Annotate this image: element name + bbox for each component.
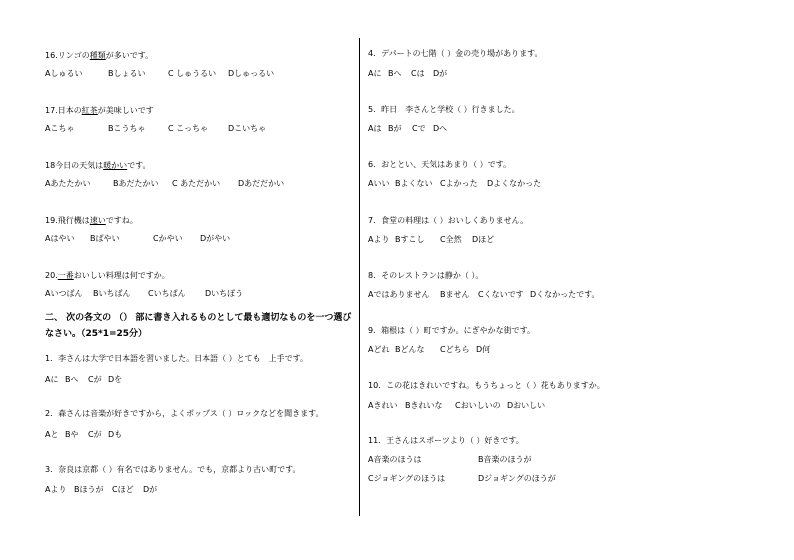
option-d: Dこいちゃ	[228, 124, 267, 133]
option-b: Bが	[388, 124, 402, 133]
option-b: Bすこし	[395, 235, 425, 244]
option-a: Aはやい	[45, 234, 75, 243]
option-d: Dしゅっるい	[228, 69, 275, 78]
option-d: Dおいしい	[507, 401, 546, 410]
option-b: Bや	[65, 430, 79, 439]
option-c: C あただかい	[172, 179, 221, 188]
option-d: Dを	[108, 375, 123, 384]
section-heading: 二、 次の各文の （） 部に書き入れるものとして最も適切なものを一つ選び	[45, 313, 352, 323]
option-c: Cジョギングのほうは	[368, 474, 446, 483]
option-a: Aこちゃ	[45, 124, 75, 133]
option-b: Bしょるい	[108, 69, 146, 78]
option-a: Aは	[368, 124, 382, 133]
underlined-word: 紅茶	[81, 106, 98, 115]
option-a: Aあたたかい	[45, 179, 91, 188]
option-d: Dがやい	[200, 234, 231, 243]
option-d: Dも	[108, 430, 123, 439]
option-d: Dが	[433, 69, 448, 78]
option-b: Bどんな	[395, 345, 425, 354]
option-c: C しゅうるい	[168, 69, 217, 78]
option-a: Aに	[45, 375, 59, 384]
question-text: が美味しいです	[97, 106, 154, 115]
option-c: Cくないです	[478, 290, 524, 299]
question-18	[45, 161, 151, 171]
question-text: 17.日本の	[45, 106, 82, 115]
option-b: Bいちばん	[93, 289, 131, 298]
option-c: C全然	[440, 235, 462, 244]
question-20	[45, 271, 170, 281]
question-16	[45, 51, 153, 61]
question-text: 20.	[45, 271, 58, 280]
question-10: 10．この花はきれいですね。もうちょっと（ ）花もありますか。	[368, 381, 605, 390]
option-a: Aと	[45, 430, 59, 439]
question-text: です。	[127, 161, 151, 170]
underlined-word: 種類	[89, 51, 106, 60]
question-text: おいしい料理は何ですか。	[73, 271, 170, 280]
option-b: Bぱやい	[90, 234, 120, 243]
column-divider	[359, 38, 360, 516]
question-5: 5．昨日 李さんと学校（ ）行きました。	[368, 105, 520, 114]
option-c: Cは	[411, 69, 425, 78]
option-c: Cほど	[112, 485, 134, 494]
option-a: Aより	[368, 235, 390, 244]
option-d: D何	[476, 345, 491, 354]
option-a: Aいつばん	[45, 289, 83, 298]
option-d: Dジョギングのほうが	[478, 474, 556, 483]
option-b: Bきれいな	[405, 401, 443, 410]
question-text: 18今日の天気は	[45, 161, 104, 170]
option-d: Dが	[143, 485, 158, 494]
question-3: 3．奈良は京都（ ）有名ではありません。でも，京都より古い町です。	[45, 465, 301, 474]
underlined-word: 一番	[57, 271, 74, 280]
underlined-word: 暖かい	[103, 161, 128, 170]
option-d: Dいちぽう	[205, 289, 244, 298]
option-a: A音楽のほうは	[368, 455, 422, 464]
option-a: Aより	[45, 485, 67, 494]
question-1: 1．李さんは大学で日本語を習いました。日本語（ ）とても 上手です。	[45, 354, 308, 363]
option-d: Dよくなかった	[487, 179, 542, 188]
option-d: Dくなかったです。	[530, 290, 600, 299]
option-a: Aきれい	[368, 401, 398, 410]
question-4: 4．デパートの七階（ ）金の売り場があります。	[368, 49, 543, 58]
option-c: Cよかった	[440, 179, 478, 188]
question-text: 16.リンゴの	[45, 51, 90, 60]
option-b: B音楽のほうが	[478, 455, 532, 464]
option-b: Bへ	[388, 69, 402, 78]
question-7: 7．食堂の料理は（ ）おいしくありません。	[368, 216, 529, 225]
option-b: Bこうちゃ	[108, 124, 146, 133]
option-c: C こっちゃ	[168, 124, 208, 133]
option-b: Bません	[440, 290, 470, 299]
option-b: Bよくない	[395, 179, 433, 188]
option-c: Cかやい	[153, 234, 183, 243]
option-d: Dへ	[433, 124, 448, 133]
option-d: Dあだだかい	[238, 179, 285, 188]
option-c: Cが	[88, 375, 102, 384]
option-d: Dほど	[472, 235, 495, 244]
option-c: Cどちら	[440, 345, 470, 354]
question-19	[45, 216, 138, 226]
question-6: 6．おととい、天気はあまり（ ）です。	[368, 160, 511, 169]
question-9: 9．箱根は（ ）町ですか。にぎやかな街です。	[368, 326, 535, 335]
option-b: Bほうが	[74, 485, 104, 494]
option-c: Cおいしいの	[455, 401, 501, 410]
option-c: Cが	[88, 430, 102, 439]
question-2: 2．森さんは音楽が好きですから，よくポップス（ ）ロックなどを聞きます。	[45, 409, 324, 418]
question-8: 8．そのレストランは静か（ ）。	[368, 271, 484, 280]
underlined-word: 速い	[89, 216, 106, 225]
question-text: 19.飛行機は	[45, 216, 90, 225]
option-b: Bへ	[65, 375, 79, 384]
option-c: Cで	[412, 124, 426, 133]
option-b: Bあだたかい	[113, 179, 159, 188]
section-heading-continued: なさい。（25*1=25分）	[45, 329, 148, 339]
question-text: ですね。	[105, 216, 138, 225]
question-17	[45, 106, 154, 116]
question-text: が多いです。	[105, 51, 154, 60]
option-a: Aしゅるい	[45, 69, 83, 78]
option-a: Aに	[368, 69, 382, 78]
question-11: 11．王さんはスポーツより（ ）好きです。	[368, 436, 524, 445]
option-a: Aいい	[368, 179, 390, 188]
option-a: Aどれ	[368, 345, 390, 354]
option-c: Cいちぱん	[148, 289, 186, 298]
option-a: Aではありません	[368, 290, 430, 299]
